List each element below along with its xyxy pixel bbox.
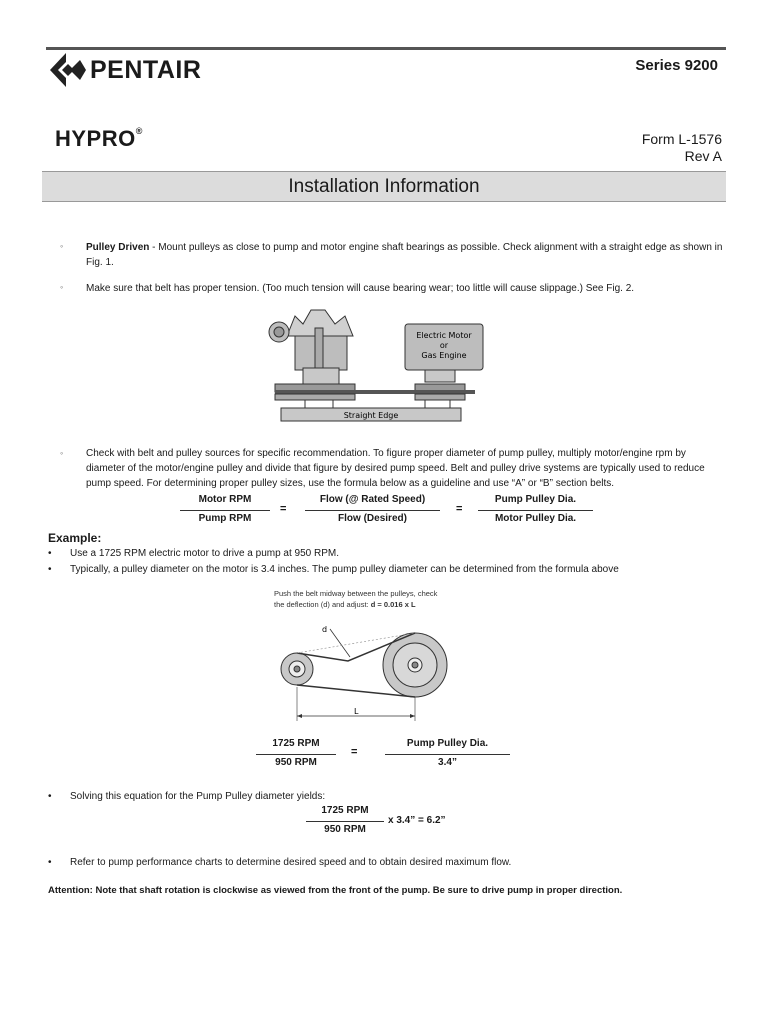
title-banner <box>42 171 726 202</box>
brand-name: PENTAIR <box>90 55 202 84</box>
formula2-pump-rpm: 950 RPM <box>275 757 317 768</box>
page-title: Installation Information <box>288 176 480 197</box>
bullet-pulley-driven: Pulley Driven - Mount pulleys as close to pump and motor engine shaft bearings as possible. Check alignment with a straight edge as shown in Fig. 1. <box>86 242 723 268</box>
example-item: Typically, a pulley diameter on the motor is 3.4 inches. The pump pulley diameter can be determined from the formula above <box>70 564 619 575</box>
l-label: L <box>354 707 359 716</box>
example-item: Use a 1725 RPM electric motor to drive a pump at 950 RPM. <box>70 548 340 559</box>
bullet-marker: • <box>48 564 52 575</box>
bullet-marker: ◦ <box>60 282 64 292</box>
example-heading: Example: <box>48 531 102 545</box>
solve-text: Solving this equation for the Pump Pulley diameter yields: <box>70 791 326 802</box>
fraction-line <box>180 510 270 511</box>
solve-result: x 3.4” = 6.2” <box>388 815 446 826</box>
fig2-belt-deflection <box>270 615 470 725</box>
formula-motor-pulley: Motor Pulley Dia. <box>494 513 577 524</box>
pentair-logo <box>46 49 201 91</box>
bullet-belt-tension: Make sure that belt has proper tension. (Too much tension will cause bearing wear; too little will cause slippage.) See Fig. 2. <box>86 283 635 294</box>
equals-sign: = <box>456 503 463 515</box>
bullet-marker: ◦ <box>60 241 64 251</box>
formula2-pump-pulley: Pump Pulley Dia. <box>406 738 489 749</box>
formula2-motor-rpm: 1725 RPM <box>272 738 320 749</box>
straight-edge-label: Straight Edge <box>343 411 399 420</box>
solve-den: 950 RPM <box>324 824 366 835</box>
bullet-pulley-sizing: Check with belt and pulley sources for specific recommendation. To figure proper diameter of pump pulley, multiply motor/engine rpm by diameter of the motor/engine pulley and divide that figure by desired pump speed. Belt and pulley drive systems are typically used to reduce pump speed. For determining proper pulley sizes, use the formula below as a guideline and use “A” or “B” section belts. <box>86 448 705 489</box>
form-number: Form L-1576 <box>641 131 722 147</box>
bullet-marker: ◦ <box>60 448 64 458</box>
pentair-diamond-icon <box>46 49 86 91</box>
fraction-line <box>306 821 384 822</box>
motor-label-1: Electric Motor <box>416 331 472 340</box>
motor-label-3: Gas Engine <box>421 351 467 360</box>
fraction-line <box>478 510 593 511</box>
fig2-note: Push the belt midway between the pulleys, check the deflection (d) and adjust: d = 0.016 x L <box>274 589 438 609</box>
hypro-logo: HYPRO® <box>55 126 143 151</box>
fraction-line <box>385 754 510 755</box>
formula-motor-rpm: Motor RPM <box>198 494 252 505</box>
series-label: Series 9200 <box>635 57 718 74</box>
bullet-marker: • <box>48 857 52 868</box>
equals-sign: = <box>351 746 358 758</box>
fraction-line <box>256 754 336 755</box>
formula-pump-pulley: Pump Pulley Dia. <box>494 494 577 505</box>
formula2-motor-pulley: 3.4” <box>438 757 457 768</box>
formula-flow-desired: Flow (Desired) <box>338 513 407 524</box>
form-info <box>642 131 722 165</box>
equals-sign: = <box>280 503 287 515</box>
revision: Rev A <box>684 148 722 164</box>
bullet-marker: • <box>48 791 52 802</box>
d-label: d <box>322 625 328 634</box>
formula-pump-rpm: Pump RPM <box>198 513 252 524</box>
refer-text: Refer to pump performance charts to determine desired speed and to obtain desired maximum flow. <box>70 857 512 868</box>
fig1-pulley-alignment <box>265 306 495 426</box>
bullet-marker: • <box>48 548 52 559</box>
fraction-line <box>305 510 440 511</box>
attention-note: Attention: Note that shaft rotation is clockwise as viewed from the front of the pump. Be sure to drive pump in proper direction. <box>48 885 623 896</box>
solve-num: 1725 RPM <box>321 805 369 816</box>
formula-flow-rated: Flow (@ Rated Speed) <box>319 494 426 505</box>
motor-label-2: or <box>439 341 449 350</box>
